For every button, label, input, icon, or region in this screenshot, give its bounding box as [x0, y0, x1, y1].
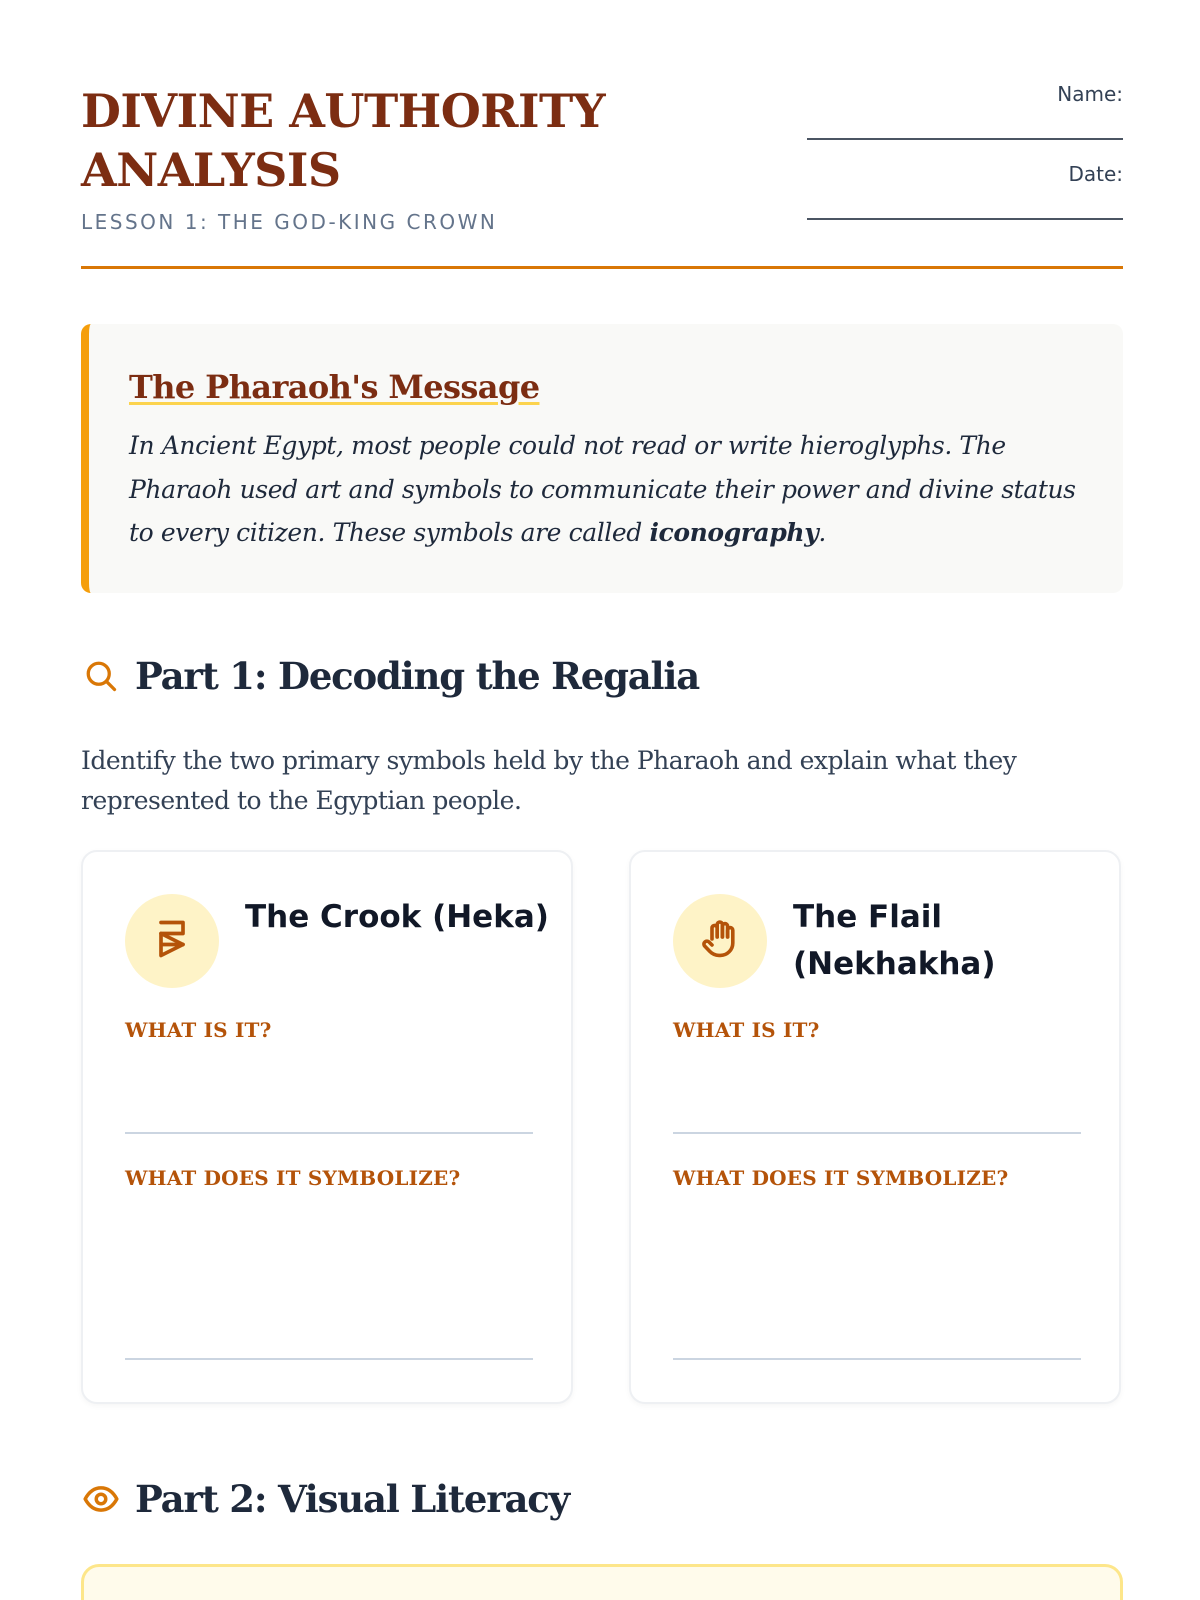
flail-question-symbolize: WHAT DOES IT SYMBOLIZE?	[673, 1166, 1009, 1190]
date-label: Date:	[1068, 162, 1123, 186]
flail-card	[629, 850, 1121, 1404]
intro-body-end: .	[818, 518, 826, 547]
part2-box	[81, 1564, 1123, 1600]
name-label: Name:	[1057, 82, 1123, 106]
part2-heading: Part 2: Visual Literacy	[135, 1477, 569, 1521]
crook-answer-what-line[interactable]	[125, 1132, 533, 1134]
flail-question-what: WHAT IS IT?	[673, 1018, 820, 1042]
flail-badge	[673, 894, 767, 988]
search-icon	[81, 656, 121, 696]
intro-callout	[81, 324, 1123, 593]
date-line[interactable]	[807, 218, 1123, 220]
part1-header	[81, 651, 699, 701]
intro-body-text: In Ancient Egypt, most people could not read or write hieroglyphs. The Pharaoh used art and symbols to communicate their power and divine status to every citizen. These symbols are called	[129, 431, 1076, 547]
intro-body	[129, 424, 1079, 555]
crook-icon	[150, 917, 194, 965]
flail-title: The Flail (Nekhakha)	[793, 899, 996, 982]
worksheet-header	[81, 82, 1123, 272]
crook-question-what: WHAT IS IT?	[125, 1018, 272, 1042]
header-divider	[81, 266, 1123, 269]
name-field[interactable]	[807, 82, 1123, 140]
name-line[interactable]	[807, 138, 1123, 140]
crook-card	[81, 850, 573, 1404]
intro-term: iconography	[649, 518, 819, 547]
page-title: DIVINE AUTHORITY ANALYSIS	[81, 84, 606, 197]
crook-title: The Crook (Heka)	[245, 899, 549, 935]
part2-header	[81, 1474, 569, 1524]
flail-answer-symbolize-line[interactable]	[673, 1358, 1081, 1360]
lesson-subtitle: LESSON 1: THE GOD-KING CROWN	[81, 210, 498, 234]
date-field[interactable]	[807, 162, 1123, 220]
eye-icon	[81, 1479, 121, 1519]
hand-icon	[696, 915, 744, 967]
crook-answer-symbolize-line[interactable]	[125, 1358, 533, 1360]
intro-heading: The Pharaoh's Message	[129, 368, 540, 406]
crook-question-symbolize: WHAT DOES IT SYMBOLIZE?	[125, 1166, 461, 1190]
part1-heading: Part 1: Decoding the Regalia	[135, 654, 700, 698]
flail-answer-what-line[interactable]	[673, 1132, 1081, 1134]
part1-instructions: Identify the two primary symbols held by the Pharaoh and explain what they represented to the Egyptian people.	[81, 746, 1017, 815]
crook-badge	[125, 894, 219, 988]
